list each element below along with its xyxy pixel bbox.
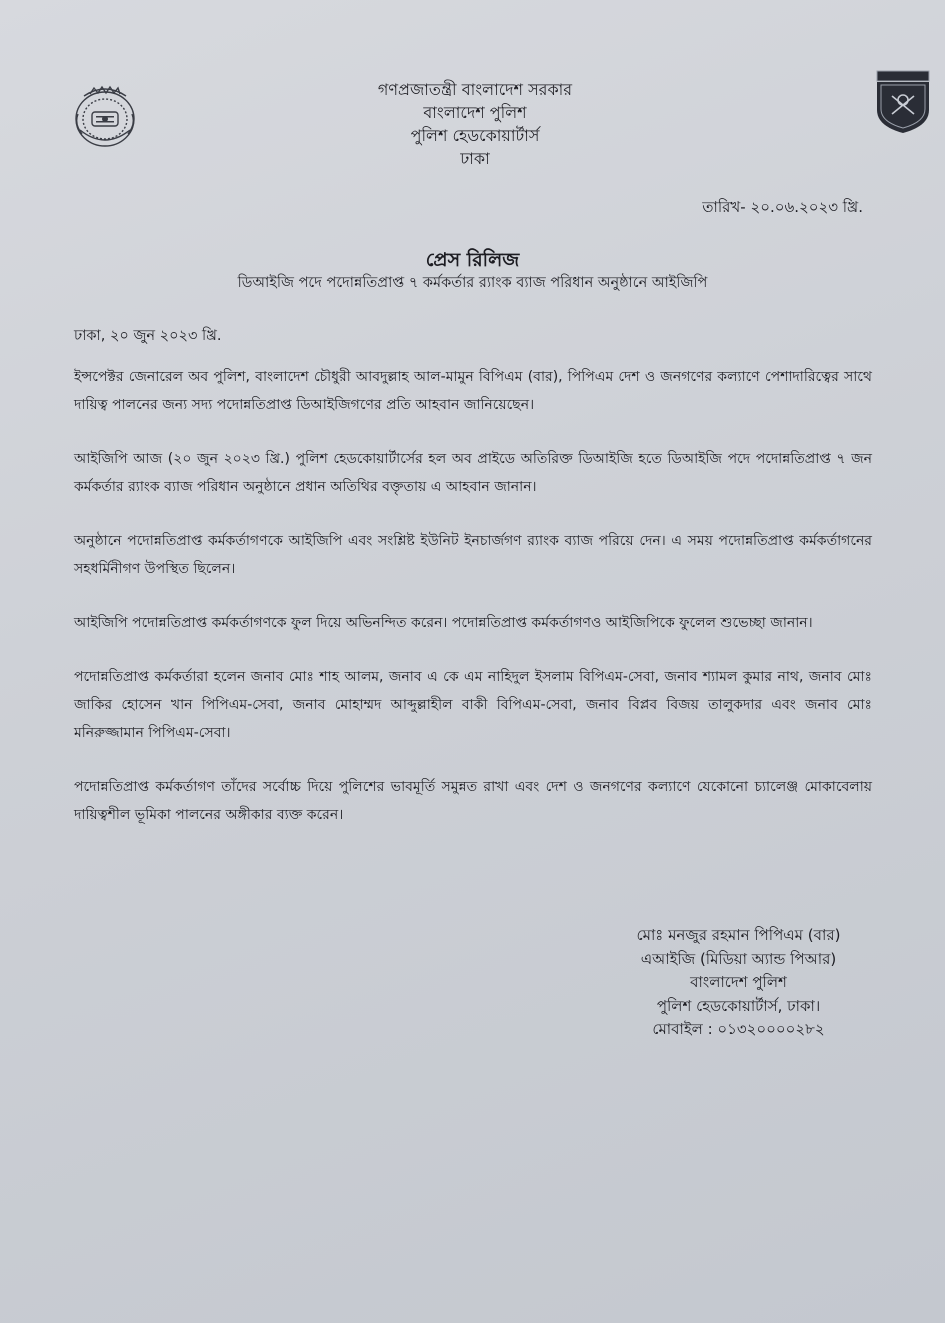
dateline: ঢাকা, ২০ জুন ২০২৩ খ্রি. [74,328,222,344]
press-release-body [74,363,872,855]
document-subtitle: ডিআইজি পদে পদোন্নতিপ্রাপ্ত ৭ কর্মকর্তার র‍্যাংক ব্যাজ পরিধান অনুষ্ঠানে আইজিপি [237,275,708,291]
paragraph: ইন্সপেক্টর জেনারেল অব পুলিশ, বাংলাদেশ চৌধুরী আবদুল্লাহ আল-মামুন বিপিএম (বার), পিপিএম দেশ ও জনগণের কল্যাণে পেশাদারিত্বের সাথে দায়িত্ব পালনের জন্য সদ্য পদোন্নতিপ্রাপ্ত ডিআইজিগণের প্রতি আহবান জানিয়েছেন। [74,369,872,413]
issue-date: তারিখ- ২০.০৬.২০২৩ খ্রি. [702,198,863,216]
office-name: পুলিশ হেডকোয়ার্টার্স [410,126,540,145]
paragraph: পদোন্নতিপ্রাপ্ত কর্মকর্তাগণ তাঁদের সর্বোচ্চ দিয়ে পুলিশের ভাবমূর্তি সমুন্নত রাখা এবং দেশ ও জনগণের কল্যাণে যেকোনো চ্যালেঞ্জ মোকাবেলায় দায়িত্বশীল ভূমিকা পালনের অঙ্গীকার ব্যক্ত করেন। [74,779,872,823]
letterhead [270,78,680,170]
document-title: প্রেস রিলিজ [425,249,520,271]
city-name: ঢাকা [460,149,490,168]
police-shield-crest-icon [876,70,930,134]
signatory-name: মোঃ মনজুর রহমান পিপিএম (বার) [636,926,841,944]
government-name: গণপ্রজাতন্ত্রী বাংলাদেশ সরকার [377,80,573,99]
signatory-designation: এআইজি (মিডিয়া অ্যান্ড পিআর) [640,949,837,968]
paragraph: আইজিপি আজ (২০ জুন ২০২৩ খ্রি.) পুলিশ হেডকোয়ার্টার্সের হল অব প্রাইডে অতিরিক্ত ডিআইজি হতে ডিআইজি পদে পদোন্নতিপ্রাপ্ত ৭ জন কর্মকর্তার র‍্যাংক ব্যাজ পরিধান অনুষ্ঠানে প্রধান অতিথির বক্তৃতায় এ আহবান জানান। [74,451,872,495]
signatory-organization: বাংলাদেশ পুলিশ [690,973,787,991]
paragraph: পদোন্নতিপ্রাপ্ত কর্মকর্তারা হলেন জনাব মোঃ শাহ আলম, জনাব এ কে এম নাহিদুল ইসলাম বিপিএম-সেবা, জনাব শ্যামল কুমার নাথ, জনাব মোঃ জাকির হোসেন খান পিপিএম-সেবা, জনাব মোহাম্মদ আব্দুল্লাহীল বাকী বিপিএম-সেবা, জনাব বিপ্লব বিজয় তালুকদার এবং জনাব মোঃ মনিরুজ্জামান পিপিএম-সেবা। [74,669,872,741]
signature-block [596,924,881,1042]
signatory-mobile: মোবাইল : ০১৩২০০০০২৮২ [652,1020,825,1038]
department-name: বাংলাদেশ পুলিশ [423,103,527,122]
paragraph: আইজিপি পদোন্নতিপ্রাপ্ত কর্মকর্তাগণকে ফুল দিয়ে অভিনন্দিত করেন। পদোন্নতিপ্রাপ্ত কর্মকর্তাগণও আইজিপিকে ফুলেল শুভেচ্ছা জানান। [74,615,813,631]
bangladesh-police-emblem-icon [70,84,140,150]
paragraph: অনুষ্ঠানে পদোন্নতিপ্রাপ্ত কর্মকর্তাগণকে আইজিপি এবং সংশ্লিষ্ট ইউনিট ইনচার্জগণ র‍্যাংক ব্যাজ পরিয়ে দেন। এ সময় পদোন্নতিপ্রাপ্ত কর্মকর্তাগনের সহধর্মিনীগণ উপস্থিত ছিলেন। [74,533,872,577]
signatory-office: পুলিশ হেডকোয়ার্টার্স, ঢাকা। [656,996,821,1015]
